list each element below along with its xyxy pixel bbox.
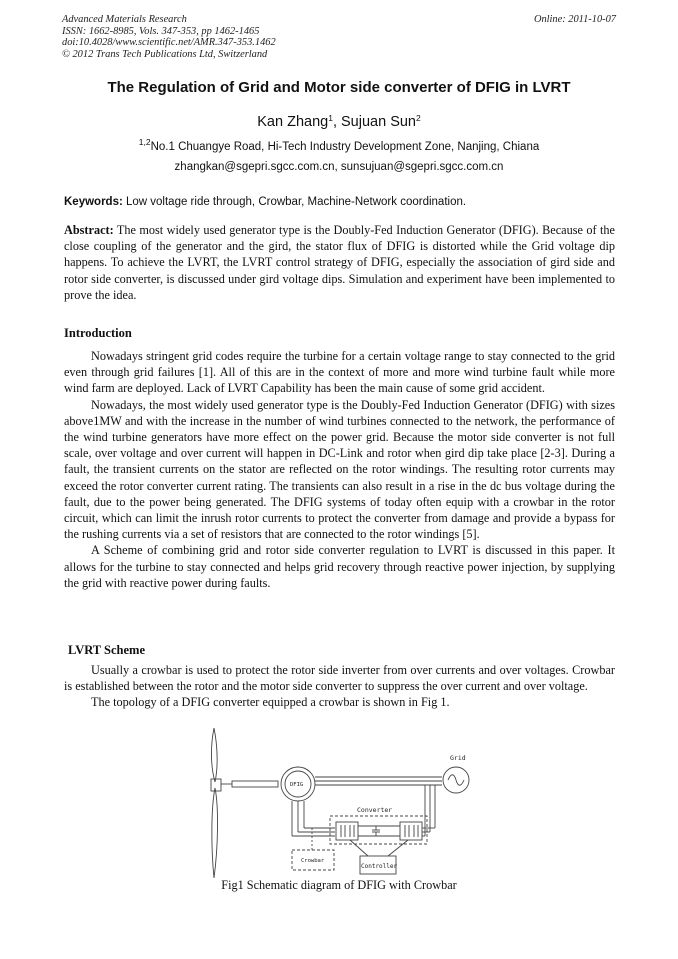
abstract-label: Abstract: xyxy=(64,223,114,237)
controller-link-rsc xyxy=(350,840,368,856)
dfig-label: DFIG xyxy=(290,782,304,788)
keywords-label: Keywords: xyxy=(64,196,123,208)
lvrt-paragraph-1: Usually a crowbar is used to protect the rotor side inverter from over currents and over voltages. Crowbar is established between the rotor and the motor side converter to suppress the over current and over voltage. xyxy=(64,663,615,694)
intro-heading: Introduction xyxy=(64,326,132,340)
crowbar-label: Crowbar xyxy=(301,858,325,864)
intro-paragraph-1: Nowadays stringent grid codes require the turbine for a certain voltage range to stay connected to the grid even through grid failures [1]. All of this are in the context of more and more wind turbine fault while more wind farm are deployed. Lack of LVRT Capability has been the main cause of some grid accident. xyxy=(64,349,615,396)
affiliation xyxy=(0,137,678,153)
affiliation-marker: 1,2 xyxy=(138,137,151,147)
gsc-switches xyxy=(405,825,418,837)
abstract-text: The most widely used generator type is the Doubly-Fed Induction Generator (DFIG). Because of the close coupling of the generator and the gird, the stator flux of DFIG is distorted while the Grid voltage dip happens. To achieve the LVRT, the LVRT control strategy of DFIG, especially the association of gird side and rotor side converter, is discussed under gird voltage dips. Simulation and experiment have been implemented to prove the idea. xyxy=(64,223,615,302)
dfig-schematic-figure xyxy=(200,728,480,883)
grid-side-converter xyxy=(400,822,422,840)
turbine-blade-upper xyxy=(211,728,217,782)
intro-body xyxy=(64,348,615,591)
abstract xyxy=(64,222,615,303)
doi-line: doi:10.4028/www.scientific.net/AMR.347-353.1462 xyxy=(62,37,276,49)
intro-paragraph-2: Nowadays, the most widely used generator type is the Doubly-Fed Induction Generator (DFIG) with sizes above1MW and with the increase in the number of wind turbines connected to the network, the performance of the wind turbine generators have more effect on the power grid. Because the motor side converter is not full scale, over voltage and over current will happen in DC-Link and rotor when gird dip take place [2-3]. During a fault, the transient currents on the stator are reflected on the rotor windings. The resulting rotor currents may exceed the rotor converter current rating. The transients can also result in a rise in the dc bus voltage during the fault, due to the power being generated. The DFIG systems of today often equip with a crowbar in the rotor circuit, which can limit the inrush rotor currents to protect the converter from damage and provide a bypass for the rushing currents via a set of resistors that are connected to the rotor windings [5]. xyxy=(64,397,615,542)
turbine-hub xyxy=(211,779,221,791)
rotor-side-converter xyxy=(336,822,358,840)
paper-title: The Regulation of Grid and Motor side converter of DFIG in LVRT xyxy=(107,79,571,96)
author-emails: zhangkan@sgepri.sgcc.com.cn, sunsujuan@sgepri.sgcc.com.cn xyxy=(174,161,504,173)
drive-shaft xyxy=(232,781,278,787)
author-1: Kan Zhang xyxy=(257,114,329,130)
grid-label: Grid xyxy=(450,754,466,762)
lvrt-body xyxy=(64,662,615,711)
journal-header xyxy=(62,14,276,60)
author-2: Sujuan Sun xyxy=(341,114,416,130)
turbine-blade-lower xyxy=(212,788,218,878)
intro-paragraph-3: A Scheme of combining grid and rotor side converter regulation to LVRT is discussed in this paper. It allows for the turbine to stay connected and helps grid recovery through reactive power injection, by supplying the grid with reactive power during faults. xyxy=(64,543,615,590)
author-2-affil: 2 xyxy=(416,113,421,123)
figure-caption: Fig1 Schematic diagram of DFIG with Crowbar xyxy=(221,878,457,892)
rsc-switches xyxy=(341,825,354,837)
controller-label: Controller xyxy=(361,863,398,870)
issn-line: ISSN: 1662-8985, Vols. 347-353, pp 1462-1465 xyxy=(62,25,260,37)
converter-label: Converter xyxy=(357,806,393,814)
author-line xyxy=(0,113,678,130)
author-separator: , xyxy=(332,114,342,130)
lvrt-heading: LVRT Scheme xyxy=(68,643,146,657)
keywords-text: Low voltage ride through, Crowbar, Machine-Network coordination. xyxy=(122,196,467,208)
online-date: Online: 2011-10-07 xyxy=(533,14,616,25)
controller-link-gsc xyxy=(388,840,408,856)
journal-name: Advanced Materials Research xyxy=(62,14,187,25)
affiliation-text: No.1 Chuangye Road, Hi-Tech Industry Development Zone, Nanjing, Chiana xyxy=(150,141,540,153)
copyright-line: © 2012 Trans Tech Publications Ltd, Switzerland xyxy=(62,48,268,60)
lvrt-paragraph-2: The topology of a DFIG converter equipped a crowbar is shown in Fig 1. xyxy=(91,695,450,710)
ac-wave-icon xyxy=(448,775,464,786)
author-1-affil: 1 xyxy=(328,113,333,123)
keywords xyxy=(64,196,616,208)
